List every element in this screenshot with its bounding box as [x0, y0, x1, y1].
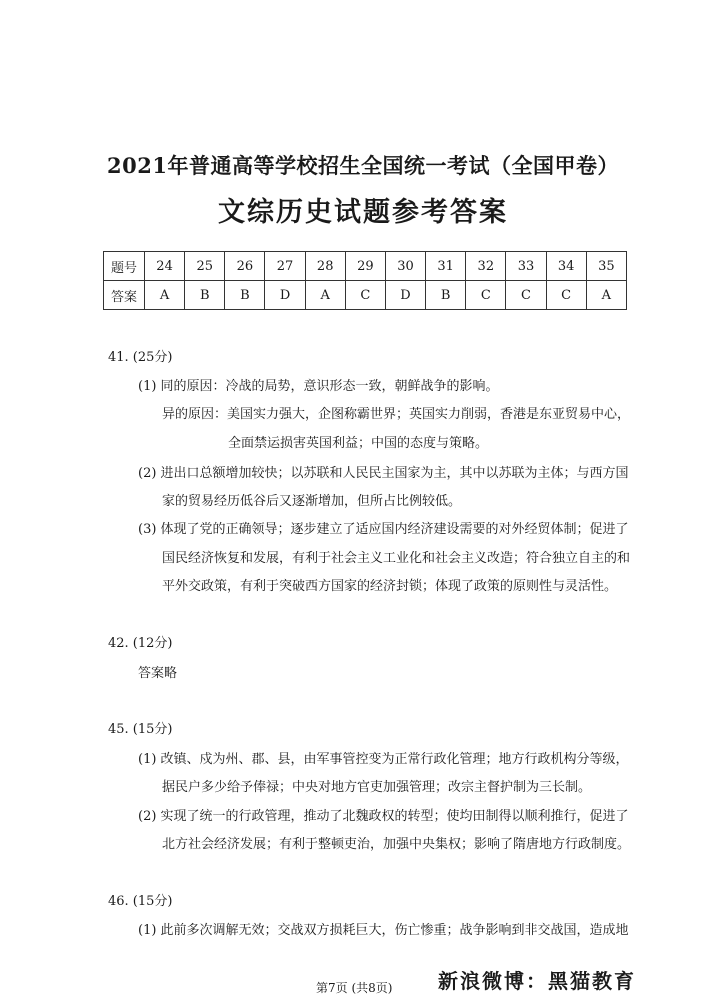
page-number: 第7页 (共8页)	[316, 981, 393, 995]
answer-cell: A	[145, 281, 185, 310]
answer-cell: D	[385, 281, 425, 310]
q46-heading: 46. (15分)	[108, 894, 173, 909]
question-number-cell: 35	[586, 252, 626, 281]
q45-part1-line2: 据民户多少给予俸禄；中央对地方官吏加强管理；改宗主督护制为三长制。	[162, 780, 592, 795]
answer-cell: D	[265, 281, 305, 310]
answer-key-title: 文综历史试题参考答案	[218, 197, 508, 228]
exam-title: 2021年普通高等学校招生全国统一考试（全国甲卷）	[107, 153, 619, 178]
q45-part1-line1: (1) 改镇、戍为州、郡、县，由军事管控变为正常行政化管理；地方行政机构分等级，	[138, 752, 629, 767]
question-number-cell: 33	[506, 252, 546, 281]
q41-part3-line2: 国民经济恢复和发展，有利于社会主义工业化和社会主义改造；符合独立自主的和	[162, 551, 631, 566]
watermark: 新浪微博：黑猫教育	[438, 969, 636, 993]
q41-part1-line2: 异的原因：美国实力强大，企图称霸世界；英国实力削弱，香港是东亚贸易中心，	[162, 407, 631, 422]
q41-part2-line2: 家的贸易经历低谷后又逐渐增加，但所占比例较低。	[162, 494, 462, 509]
q41-part1-line1: (1) 同的原因：冷战的局势，意识形态一致，朝鲜战争的影响。	[138, 379, 499, 394]
q41-heading: 41. (25分)	[108, 350, 173, 365]
answer-row	[104, 281, 627, 310]
question-number-cell: 27	[265, 252, 305, 281]
q42-body: 答案略	[138, 666, 178, 681]
q41-part3-line1: (3) 体现了党的正确领导；逐步建立了适应国内经济建设需要的对外经贸体制；促进了	[138, 522, 629, 537]
q46-part1-line1: (1) 此前多次调解无效；交战双方损耗巨大，伤亡惨重；战争影响到非交战国，造成地	[138, 923, 629, 938]
question-number-cell: 28	[305, 252, 345, 281]
question-number-row	[104, 252, 627, 281]
q45-heading: 45. (15分)	[108, 722, 173, 737]
question-number-cell: 29	[345, 252, 385, 281]
q42-heading: 42. (12分)	[108, 636, 173, 651]
question-number-cell: 32	[466, 252, 506, 281]
question-number-cell: 30	[385, 252, 425, 281]
question-number-cell: 25	[185, 252, 225, 281]
answer-table	[103, 251, 627, 310]
answer-cell: C	[546, 281, 586, 310]
row-label-answer: 答案	[104, 281, 145, 310]
answer-cell: A	[305, 281, 345, 310]
answer-cell: B	[225, 281, 265, 310]
answer-cell: B	[185, 281, 225, 310]
q41-part3-line3: 平外交政策，有利于突破西方国家的经济封锁；体现了政策的原则性与灵活性。	[162, 579, 618, 594]
answer-cell: C	[345, 281, 385, 310]
q41-part1-line3: 全面禁运损害英国利益；中国的态度与策略。	[228, 436, 489, 451]
answer-cell: B	[426, 281, 466, 310]
q41-part2-line1: (2) 进出口总额增加较快；以苏联和人民民主国家为主，其中以苏联为主体；与西方国	[138, 466, 629, 481]
row-label-number: 题号	[104, 252, 145, 281]
answer-cell: C	[466, 281, 506, 310]
question-number-cell: 34	[546, 252, 586, 281]
answer-cell: A	[586, 281, 626, 310]
q45-part2-line1: (2) 实现了统一的行政管理，推动了北魏政权的转型；使均田制得以顺利推行，促进了	[138, 809, 629, 824]
answer-cell: C	[506, 281, 546, 310]
question-number-cell: 24	[145, 252, 185, 281]
question-number-cell: 26	[225, 252, 265, 281]
question-number-cell: 31	[426, 252, 466, 281]
q45-part2-line2: 北方社会经济发展；有利于整顿吏治，加强中央集权；影响了隋唐地方行政制度。	[162, 837, 631, 852]
